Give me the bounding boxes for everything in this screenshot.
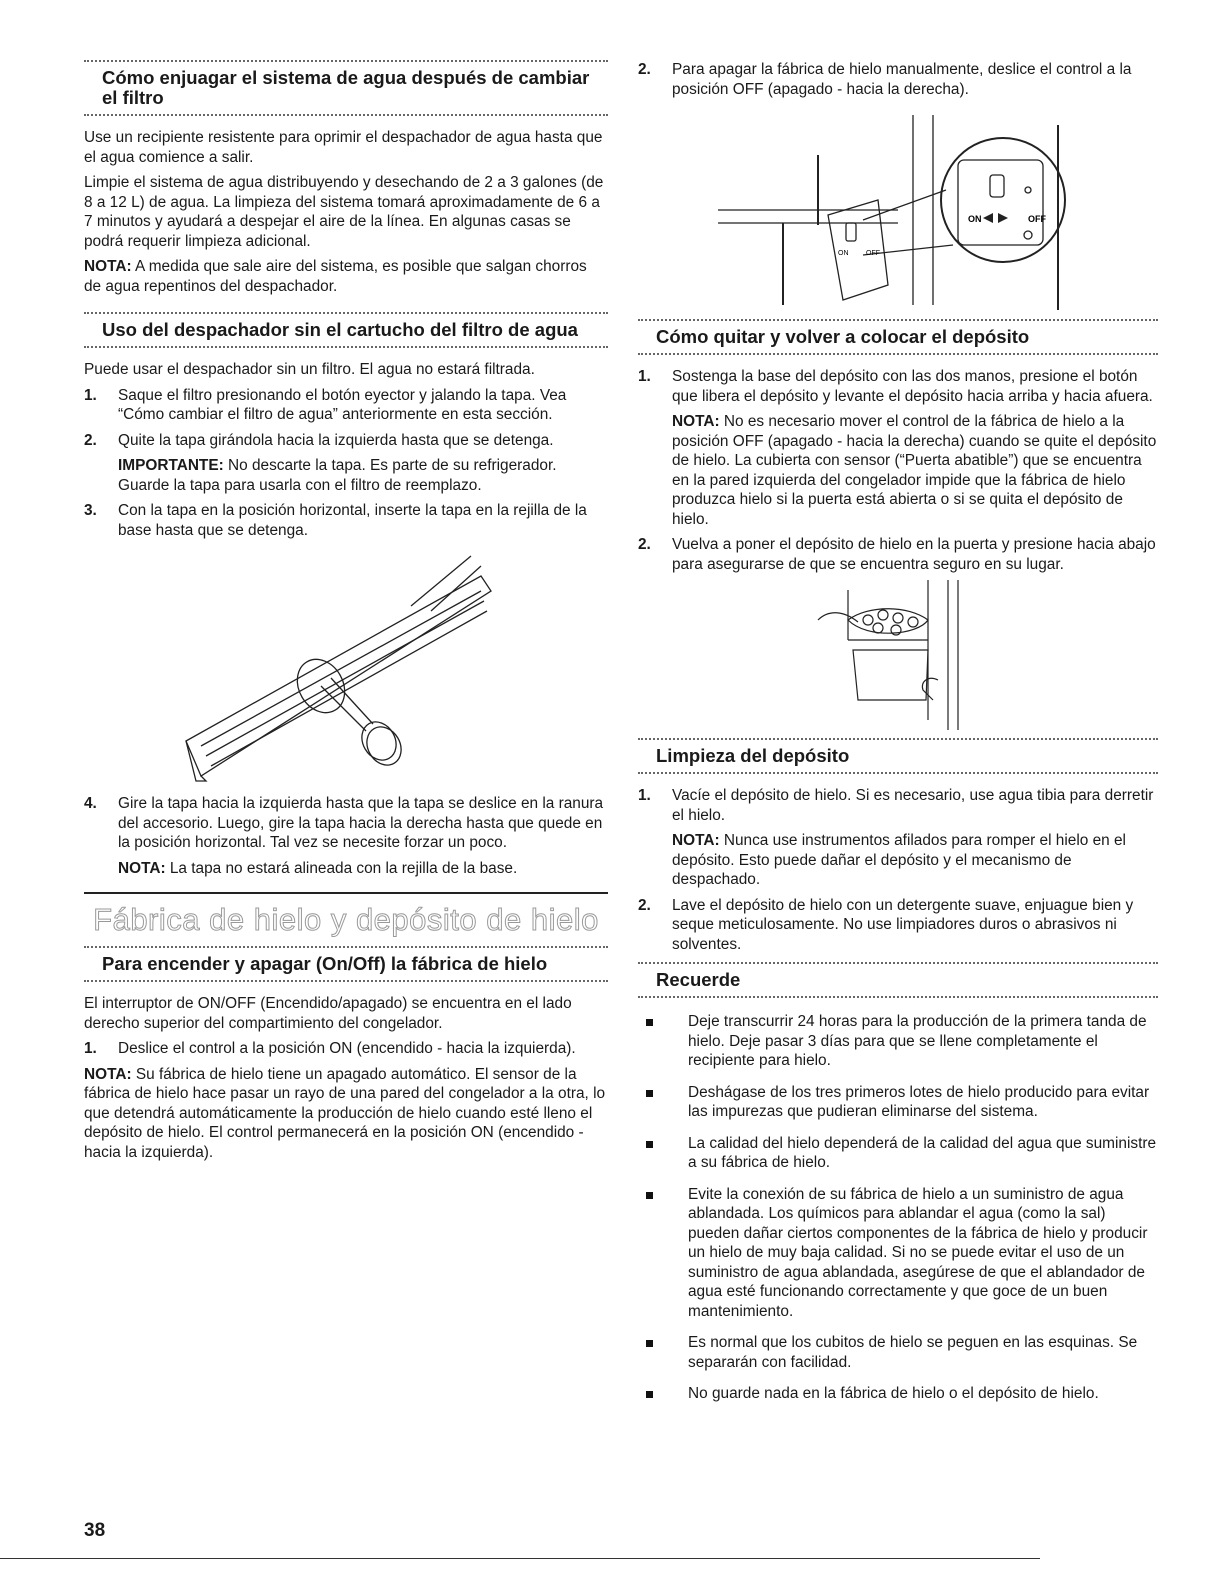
dotted-rule (84, 980, 608, 982)
svg-text:OFF: OFF (1028, 214, 1046, 224)
list-item: 2. Para apagar la fábrica de hielo manualmente, deslice el control a la posición OFF (apagado - hacia la derecha). (638, 61, 1132, 98)
list-item: 2. Lave el depósito de hielo con un detergente suave, enjuague bien y seque meticulosamente. No use limpiadores duros o abrasivos ni solventes. (638, 896, 1134, 953)
section-rule (84, 892, 608, 894)
heading-no-filter: Uso del despachador sin el cartucho del filtro de agua (102, 319, 578, 340)
dotted-rule (638, 772, 1158, 774)
paragraph: Puede usar el despachador sin un filtro. El agua no estará filtrada. (84, 361, 535, 378)
ice-maker-switch-figure (678, 105, 1118, 315)
right-column (638, 60, 1158, 1416)
list-item: 3. Con la tapa en la posición horizontal, inserte la tapa en la rejilla de la base hasta que se detenga. (84, 502, 587, 539)
note: NOTA: A medida que sale aire del sistema, es posible que salgan chorros de agua repentinos del despachador. (84, 258, 587, 295)
heading-rinse: Cómo enjuagar el sistema de agua después de cambiar el filtro (102, 67, 590, 108)
paragraph: El interruptor de ON/OFF (Encendido/apagado) se encuentra en el lado derecho superior del compartimiento del congelador. (84, 995, 572, 1032)
bottom-rule (0, 1558, 1040, 1559)
ice-bin-figure (808, 580, 988, 730)
section-header-remember (638, 964, 1158, 996)
bullet-item: Deshágase de los tres primeros lotes de hielo producido para evitar las impurezas que pudieran eliminarse del sistema. (638, 1083, 1158, 1122)
list-item: 2. Vuelva a poner el depósito de hielo en la puerta y presione hacia abajo para asegurarse de que se encuentra seguro en su lugar. (638, 536, 1156, 573)
section-header-on-off (84, 948, 608, 980)
list-item: 1. Vacíe el depósito de hielo. Si es necesario, use agua tibia para derretir el hielo. NOTA: Nunca use instrumentos afilados para romper el hielo en el depósito. Esto puede dañar el depósito y el mecanismo de despachado. (638, 786, 1158, 890)
filter-cap-figure (181, 546, 511, 786)
bullet-item: Es normal que los cubitos de hielo se peguen en las esquinas. Se separarán con facilidad. (638, 1333, 1158, 1372)
note: NOTA: Nunca use instrumentos afilados para romper el hielo en el depósito. Esto puede dañar el depósito y el mecanismo de despachado. (672, 832, 1126, 888)
dotted-rule (84, 114, 608, 116)
list-item: 2. Quite la tapa girándola hacia la izquierda hasta que se detenga. IMPORTANTE: No descarte la tapa. Es parte de su refrigerador. Guarde la tapa para usarla con el filtro de reemplazo. (84, 431, 608, 496)
dotted-rule (84, 346, 608, 348)
list-item: 1. Sostenga la base del depósito con las dos manos, presione el botón que libera el depósito y levante el depósito hacia arriba y hacia afuera. NOTA: No es necesario mover el control de la fábrica de hielo a la posición OFF (apagado - hacia la derecha) cuando se quite el depósito de hielo. La cubierta con sensor (“Puerta abatible”) que se encuentra en la pared izquierda del congelador impide que la fábrica de hielo produzca hielo si la puerta está abierta o si se quita el depósito de hielo. (638, 368, 1157, 528)
list-item: 1. Deslice el control a la posición ON (encendido - hacia la izquierda). (84, 1040, 576, 1057)
list-item: 4. Gire la tapa hacia la izquierda hasta que la tapa se deslice en la ranura del accesorio. Luego, gire la tapa hacia la derecha hasta que quede en la posición horizontal. Tal vez se necesite forzar un poco. NOTA: La tapa no estará alineada con la rejilla de la base. (84, 794, 608, 878)
bullet-item: No guarde nada en la fábrica de hielo o el depósito de hielo. (638, 1384, 1158, 1404)
section-header-no-filter (84, 314, 608, 346)
svg-text:ON: ON (968, 214, 982, 224)
page-number: 38 (84, 1520, 106, 1541)
important-note: IMPORTANTE: No descarte la tapa. Es parte de su refrigerador. Guarde la tapa para usarla con el filtro de reemplazo. (118, 457, 557, 494)
svg-text:OFF: OFF (866, 250, 880, 257)
list-item: 1. Saque el filtro presionando el botón eyector y jalando la tapa. Vea “Cómo cambiar el filtro de agua” anteriormente en esta sección. (84, 386, 567, 423)
note: NOTA: No es necesario mover el control de la fábrica de hielo a la posición OFF (apagado - hacia la derecha) cuando se quite el depósito de hielo. La cubierta con sensor (“Puerta abatible”) que se encuentra en la pared izquierda del congelador impide que la fábrica de hielo produzca hielo si la puerta está abierta o si se quita el depósito de hielo. (672, 413, 1157, 528)
section-header-clean-bin (638, 740, 1158, 772)
dotted-rule (638, 353, 1158, 355)
paragraph: Use un recipiente resistente para oprimir el despachador de agua hasta que el agua comience a salir. (84, 129, 603, 166)
heading-remove-bin: Cómo quitar y volver a colocar el depósito (656, 326, 1030, 347)
bullet-item: Evite la conexión de su fábrica de hielo a un suministro de agua ablandada. Los químicos para ablandar el agua (como la sal) pueden dañar ciertos componentes de la fábrica de hielo y producir un hielo de muy baja calidad. Si no se puede evitar el uso de un suministro de agua ablandada, asegúrese de que el ablandador de agua esté funcionando correctamente y que goce de un buen mantenimiento. (638, 1185, 1158, 1322)
heading-remember: Recuerde (656, 969, 741, 990)
heading-on-off: Para encender y apagar (On/Off) la fábrica de hielo (102, 953, 548, 974)
section-header-remove-bin (638, 321, 1158, 353)
bullet-item: Deje transcurrir 24 horas para la producción de la primera tanda de hielo. Deje pasar 3 días para que se llene completamente el recipiente para hielo. (638, 1012, 1158, 1071)
bullet-item: La calidad del hielo dependerá de la calidad del agua que suministre a su fábrica de hielo. (638, 1134, 1158, 1173)
paragraph: Limpie el sistema de agua distribuyendo y desechando de 2 a 3 galones (de 8 a 12 L) de agua. La limpieza del sistema tomará aproximadamente de 6 a 7 minutos y ayudará a despejar el aire de la línea. En algunas casas se podrá requerir limpieza adicional. (84, 174, 604, 250)
heading-clean-bin: Limpieza del depósito (656, 745, 850, 766)
note: NOTA: Su fábrica de hielo tiene un apagado automático. El sensor de la fábrica de hielo hace pasar un rayo de una pared del congelador a la otra, lo que detendrá automáticamente la producción de hielo cuando esté lleno el depósito de hielo. El control permanecerá en la posición ON (encendido - hacia la izquierda). (84, 1065, 606, 1161)
svg-text:ON: ON (838, 250, 849, 257)
section-header-rinse (84, 62, 608, 114)
section-title: Fábrica de hielo y depósito de hielo (93, 902, 599, 937)
note: NOTA: La tapa no estará alineada con la rejilla de la base. (118, 859, 518, 877)
left-column (84, 60, 608, 1168)
dotted-rule (638, 996, 1158, 998)
